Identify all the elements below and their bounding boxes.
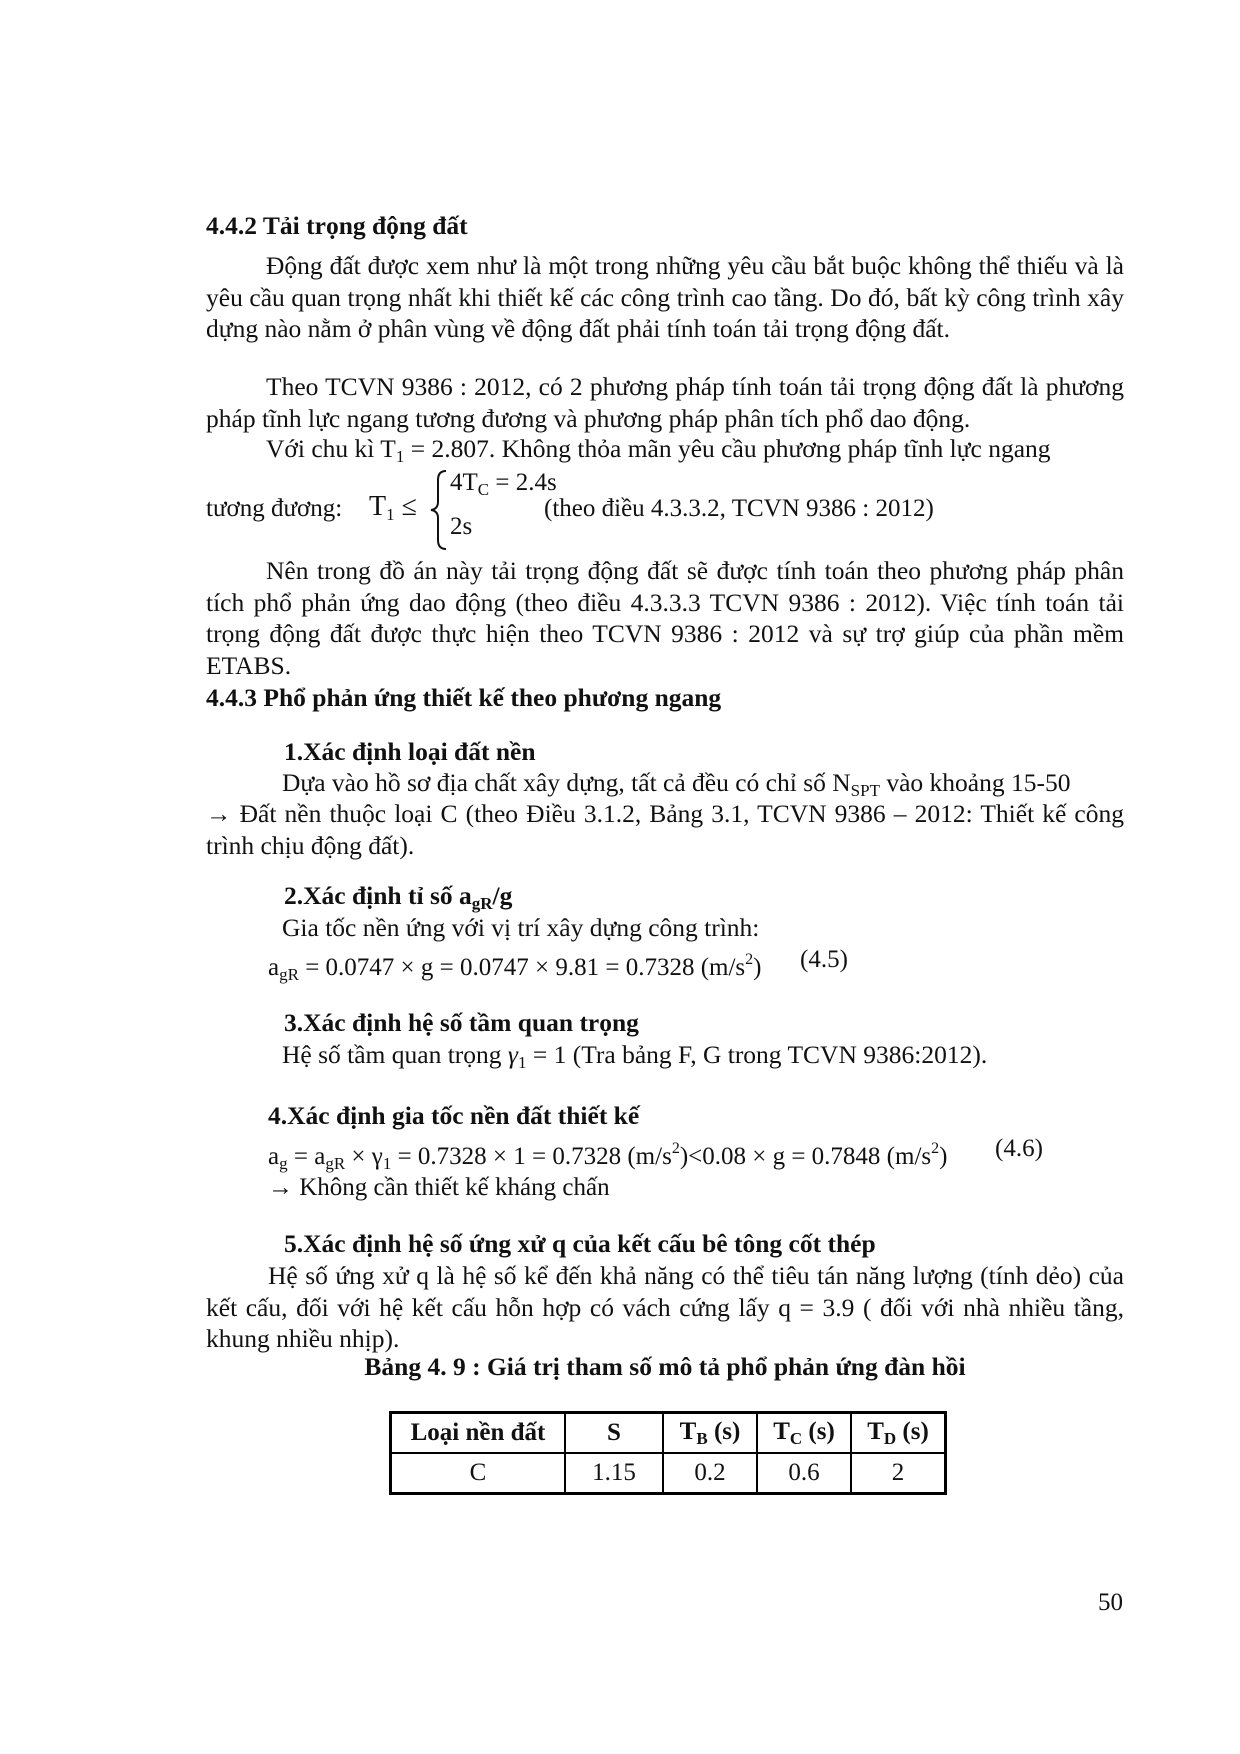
subheading-behavior-factor: 5.Xác định hệ số ứng xử q của kết cấu bê tông cốt thép	[284, 1229, 876, 1258]
cell-td: 2	[851, 1453, 946, 1494]
paragraph-conclusion: Nên trong đồ án này tải trọng động đất sẽ được tính toán theo phương pháp phân tích phổ phản ứng dao động (theo điều 4.3.3.3 TCVN 9386 : 2012). Việc tính toán tải trọng động đất được thực hiện theo TCVN 9386 : 2012 và sự trợ giúp của phần mềm ETABS.	[206, 556, 1124, 680]
curly-brace-icon	[428, 468, 452, 552]
subheading-design-acceleration: 4.Xác định gia tốc nền đất thiết kế	[268, 1101, 640, 1130]
cell-tc: 0.6	[757, 1453, 851, 1494]
paragraph-intro: Động đất được xem như là một trong những yêu cầu bắt buộc không thể thiếu và là yêu cầu quan trọng nhất khi thiết kế các công trình cao tầng. Do đó, bất kỳ công trình xây dựng nào nằm ở phân vùng về động đất phải tính toán tải trọng động đất.	[206, 251, 1124, 343]
paragraph-methods: Theo TCVN 9386 : 2012, có 2 phương pháp tính toán tải trọng động đất là phương pháp tĩnh lực ngang tương đương và phương pháp phân tích phổ dao động.	[206, 372, 1124, 433]
header-tb: $T_B$ (s)	[663, 1413, 757, 1454]
cell-tb: 0.2	[663, 1453, 757, 1494]
equation-number-4-5: (4.5)	[800, 946, 848, 973]
condition-formula-lhs: $T_1$ ≤	[369, 491, 417, 524]
result-no-seismic-design: → Không cần thiết kế kháng chấn	[268, 1174, 610, 1201]
condition-lead-text: tương đương:	[206, 495, 343, 522]
cell-s: 1.15	[565, 1453, 663, 1494]
condition-line-2: 2s	[450, 513, 473, 540]
table-row	[391, 1453, 946, 1494]
header-tc: $T_C$ (s)	[757, 1413, 851, 1454]
table-caption: Bảng 4. 9 : Giá trị tham số mô tả phổ phản ứng đàn hồi	[364, 1352, 966, 1381]
header-s: S	[565, 1413, 663, 1454]
cell-soil-type: C	[391, 1453, 566, 1494]
equation-4-5: $a_{gR} = 0.0747 \times g = 0.0747 \times 9.81 = 0.7328$ $(m/s^2)$	[268, 951, 762, 984]
paragraph-importance-factor: Hệ số tầm quan trọng $\gamma_1 = 1$ (Tra bảng F, G trong TCVN 9386:2012).	[282, 1040, 988, 1072]
subheading-importance-factor: 3.Xác định hệ số tầm quan trọng	[284, 1008, 639, 1037]
header-soil-type: Loại nền đất	[391, 1413, 566, 1454]
section-heading-4-4-3: 4.4.3 Phổ phản ứng thiết kế theo phương ngang	[206, 683, 722, 712]
subheading-agr-ratio: 2.Xác định tỉ số $a_{gR}/g$	[284, 881, 513, 913]
header-td: $T_D$ (s)	[851, 1413, 946, 1454]
equation-number-4-6: (4.6)	[995, 1135, 1043, 1162]
spectrum-parameter-table	[389, 1411, 947, 1495]
equation-4-6: $a_g = a_{gR} \times \gamma_1 = 0.7328 \times 1 = 0.7328$ $(m/s^2)<0.08 \times g = 0.7848$ $(m/s^2)$	[268, 1140, 948, 1173]
condition-reference: (theo điều 4.3.3.2, TCVN 9386 : 2012)	[544, 495, 934, 522]
paragraph-soil-type-1: Dựa vào hồ sơ địa chất xây dựng, tất cả đều có chỉ số $N_{SPT}$ vào khoảng 15-50	[282, 768, 1071, 800]
table-header-row	[391, 1413, 946, 1454]
paragraph-period: Với chu kì $T_1 = 2.807$. Không thỏa mãn yêu cầu phương pháp tĩnh lực ngang	[266, 434, 1051, 466]
section-heading-4-4-2: 4.4.2 Tải trọng động đất	[206, 211, 468, 240]
page-number: 50	[1098, 1589, 1123, 1616]
subheading-soil-type: 1.Xác định loại đất nền	[284, 737, 536, 766]
paragraph-agr: Gia tốc nền ứng với vị trí xây dựng công trình:	[282, 913, 760, 942]
paragraph-soil-type-2: → Đất nền thuộc loại C (theo Điều 3.1.2, Bảng 3.1, TCVN 9386 – 2012: Thiết kế công trình chịu động đất).	[206, 799, 1124, 860]
condition-line-1: $4T_C = 2.4s$	[450, 469, 557, 499]
paragraph-behavior-factor: Hệ số ứng xử q là hệ số kể đến khả năng có thể tiêu tán năng lượng (tính dẻo) của kết cấu, đối với hệ kết cấu hỗn hợp có vách cứng lấy q = 3.9 ( đối với nhà nhiều tầng, khung nhiều nhịp).	[206, 1261, 1124, 1353]
